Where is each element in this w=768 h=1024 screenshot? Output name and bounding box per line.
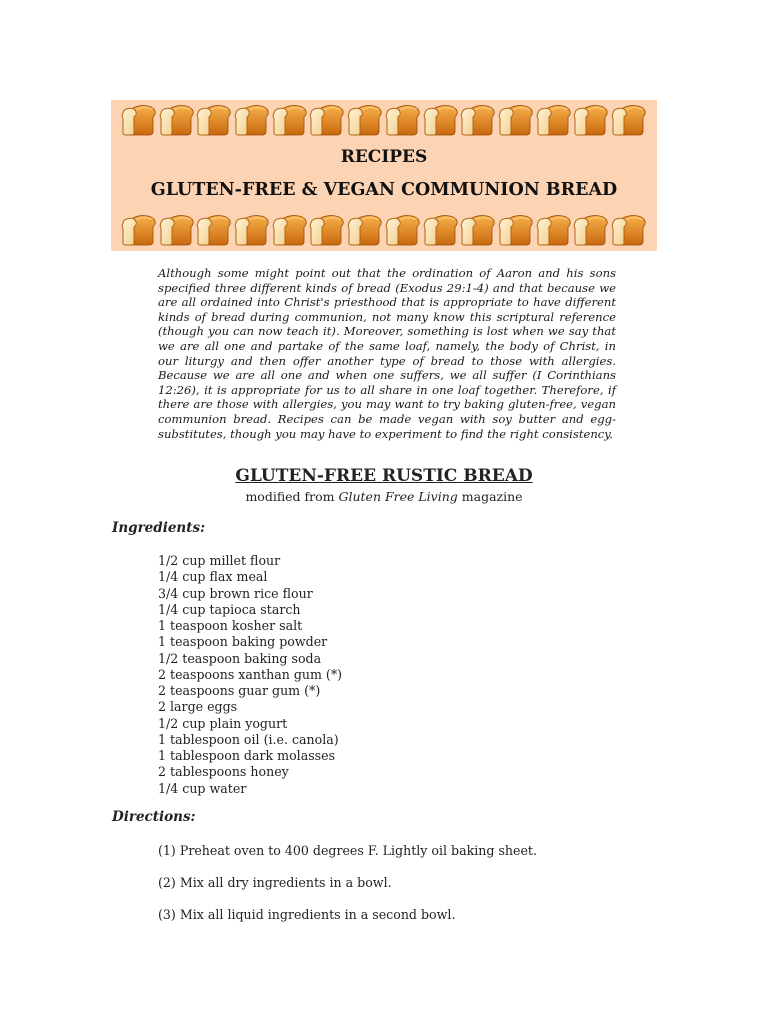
- directions-heading: Directions:: [112, 809, 196, 825]
- bread-loaf-icon: [536, 214, 572, 246]
- banner-subtitle: GLUTEN-FREE & VEGAN COMMUNION BREAD: [150, 180, 618, 200]
- list-item: 1/2 cup millet flour: [158, 553, 281, 568]
- bread-loaf-icon: [498, 214, 534, 246]
- bread-loaf-icon: [573, 214, 609, 246]
- bread-loaf-icon: [309, 214, 345, 246]
- direction-step: (1) Preheat oven to 400 degrees F. Lightly oil baking sheet.: [158, 843, 537, 858]
- bread-loaf-icon: [272, 214, 308, 246]
- list-item: 1/4 cup water: [158, 780, 247, 796]
- source-magazine-name: Gluten Free Living: [338, 489, 458, 504]
- bread-loaf-icon: [234, 214, 270, 246]
- bread-loaf-icon: [611, 104, 647, 136]
- list-item: 1/2 teaspoon baking soda: [158, 650, 322, 666]
- list-item: 1/4 cup tapioca starch: [158, 601, 301, 617]
- bread-loaf-icon: [498, 104, 534, 136]
- list-item: 1 tablespoon oil (i.e. canola): [158, 731, 339, 747]
- bread-loaf-icon: [460, 104, 496, 136]
- bread-loaf-icon: [385, 214, 421, 246]
- list-item: 3/4 cup brown rice flour: [158, 585, 313, 601]
- bread-loaf-icon: [423, 104, 459, 136]
- bread-loaf-icon: [121, 104, 157, 136]
- bread-loaf-icon: [423, 214, 459, 246]
- list-item: 2 teaspoons guar gum (*): [158, 683, 321, 698]
- directions-list: [158, 843, 537, 939]
- source-suffix: magazine: [457, 489, 523, 504]
- list-item: 2 large eggs: [158, 699, 238, 715]
- direction-step: (3) Mix all liquid ingredients in a second bowl.: [158, 907, 456, 922]
- banner-title: RECIPES: [340, 147, 428, 167]
- recipe-source: [0, 489, 768, 504]
- recipe-banner: [111, 100, 657, 251]
- recipe-title: GLUTEN-FREE RUSTIC BREAD: [235, 466, 533, 486]
- bread-loaf-icon: [196, 104, 232, 136]
- bread-loaf-icon: [159, 214, 195, 246]
- bread-loaf-icon: [121, 214, 157, 246]
- directions-heading-label: Directions: [112, 809, 191, 825]
- list-item: 1/2 cup plain yogurt: [158, 715, 288, 731]
- bread-loaf-icon: [385, 104, 421, 136]
- direction-step: (2) Mix all dry ingredients in a bowl.: [158, 875, 392, 890]
- bread-border-bottom: [121, 214, 647, 248]
- bread-loaf-icon: [159, 104, 195, 136]
- ingredients-heading-label: Ingredients: [112, 520, 201, 536]
- bread-loaf-icon: [309, 104, 345, 136]
- list-item: 1 teaspoon kosher salt: [158, 618, 303, 633]
- source-prefix: modified from: [245, 489, 339, 504]
- list-item: 1 teaspoon baking powder: [158, 634, 328, 650]
- bread-border-top: [121, 104, 647, 138]
- ingredients-heading: Ingredients:: [112, 520, 206, 536]
- list-item: 2 tablespoons honey: [158, 764, 289, 780]
- bread-loaf-icon: [272, 104, 308, 136]
- bread-loaf-icon: [347, 214, 383, 246]
- bread-loaf-icon: [460, 214, 496, 246]
- list-item: 2 teaspoons xanthan gum (*): [158, 666, 343, 682]
- bread-loaf-icon: [347, 104, 383, 136]
- list-item: 1 tablespoon dark molasses: [158, 748, 336, 763]
- bread-loaf-icon: [573, 104, 609, 136]
- bread-loaf-icon: [196, 214, 232, 246]
- ingredients-list: [158, 553, 342, 797]
- bread-loaf-icon: [234, 104, 270, 136]
- list-item: 1/4 cup flax meal: [158, 569, 268, 585]
- intro-paragraph: Although some might point out that the ordination of Aaron and his sons specified three different kinds of bread (Exodus 29:1-4) and that because we are all ordained into Christ's priesthood that is appropriate to have different kinds of bread during communion, not many know this scriptural reference (though you can now teach it). Moreover, something is lost when we say that we are all one and partake of the same loaf, namely, the body of Christ, in our liturgy and then offer another type of bread to those with allergies. Because we are all one and when one suffers, we all suffer (I Corinthians 12:26), it is appropriate for us to all share in one loaf together. Therefore, if there are those with allergies, you may want to try baking gluten-free, vegan communion bread. Recipes can be made vegan with soy butter and egg-substitutes, though you may have to experiment to find the right consistency.: [158, 266, 616, 441]
- bread-loaf-icon: [536, 104, 572, 136]
- bread-loaf-icon: [611, 214, 647, 246]
